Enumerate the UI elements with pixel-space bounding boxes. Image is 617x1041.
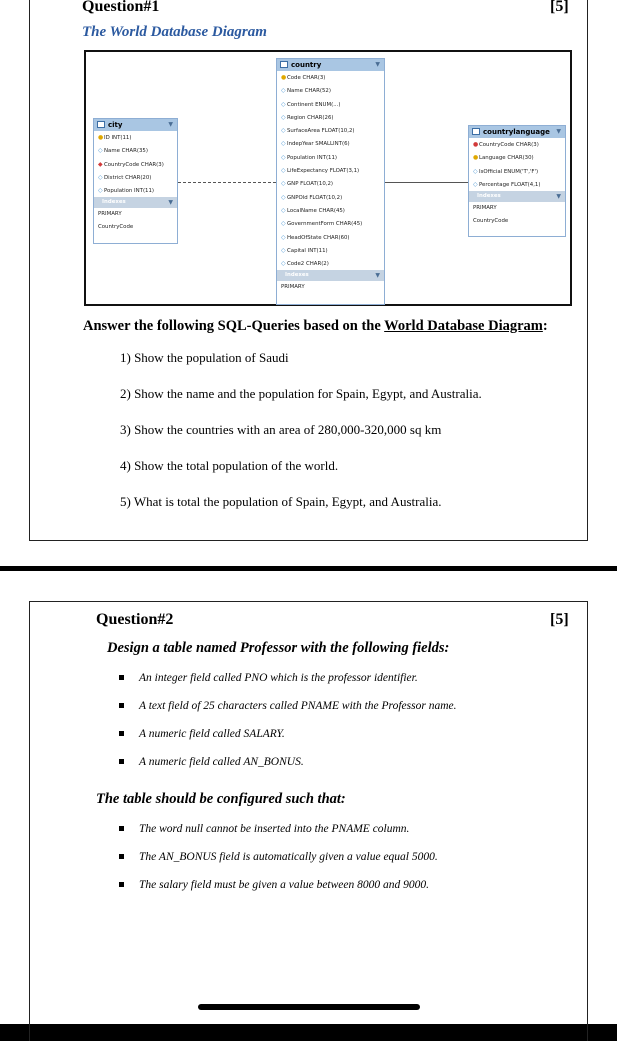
countrylanguage-index: CountryCode [473,218,509,225]
diagram-reference: World Database Diagram [384,318,543,334]
countrylanguage-field: ◇IsOfficial ENUM('T','F') [469,165,565,178]
key-icon: ● [473,154,479,162]
country-field: ◇LifeExpectancy FLOAT(3,1) [277,164,384,177]
dropdown-arrow-icon[interactable]: ▼ [168,121,173,128]
city-index: CountryCode [98,224,134,231]
diamond-icon: ◇ [281,87,286,95]
country-table[interactable] [276,58,385,305]
city-table-header [94,119,177,131]
country-field: ◇Code2 CHAR(2) [277,257,384,270]
field-item: A numeric field called SALARY. [119,728,285,740]
countrylanguage-table-name: countrylanguage [483,128,550,136]
diamond-icon: ◇ [98,147,103,155]
query-item: 2) Show the name and the population for Spain, Egypt, and Australia. [120,386,482,401]
dropdown-arrow-icon[interactable]: ▼ [168,199,173,207]
dropdown-arrow-icon[interactable]: ▼ [375,272,380,280]
config-heading: The table should be configured such that: [96,791,346,807]
field-item: An integer field called PNO which is the professor identifier. [119,672,418,684]
design-heading: Design a table named Professor with the following fields: [107,640,450,656]
city-field: ◇District CHAR(20) [94,171,177,184]
city-index: PRIMARY [98,211,122,218]
countrylanguage-field: ●Language CHAR(30) [469,151,565,164]
country-field: ◇GovernmentForm CHAR(45) [277,217,384,230]
world-database-diagram [84,50,572,306]
diamond-icon: ◇ [98,173,103,181]
key-icon: ● [473,141,479,148]
city-table[interactable] [93,118,178,244]
country-indexes-header: Indexes ▼ [277,270,384,281]
query-item: 1) Show the population of Saudi [120,350,289,365]
city-field: ◆CountryCode CHAR(3) [94,158,177,171]
question1-title: Question#1 [82,0,160,15]
diamond-icon: ◇ [281,113,286,121]
country-field: ◇Continent ENUM(...) [277,98,384,111]
country-field: ◇Name CHAR(52) [277,84,384,97]
query-item: 3) Show the countries with an area of 280,000-320,000 sq km [120,422,442,437]
foreign-key-icon: ◆ [98,160,103,168]
diamond-icon: ◇ [98,187,103,195]
countrylanguage-field: ◇Percentage FLOAT(4,1) [469,178,565,191]
field-item: A numeric field called AN_BONUS. [119,756,304,768]
diamond-icon: ◇ [281,140,286,148]
home-indicator[interactable] [198,1004,420,1010]
key-icon: ● [98,134,104,141]
constraint-item: The word null cannot be inserted into the PNAME column. [119,823,409,835]
key-icon: ● [281,74,287,81]
table-icon [97,121,105,128]
city-field: ◇Name CHAR(35) [94,144,177,157]
city-country-connector [178,182,276,183]
countrylanguage-table-header [469,126,565,138]
table-icon [472,128,480,135]
diamond-icon: ◇ [473,167,478,175]
country-index: PRIMARY [281,284,305,291]
country-field: ◇GNP FLOAT(10,2) [277,177,384,190]
bullet-icon [119,731,124,736]
diamond-icon: ◇ [281,193,286,201]
diamond-icon: ◇ [281,153,286,161]
diamond-icon: ◇ [281,220,286,228]
country-table-header [277,59,384,71]
dropdown-arrow-icon[interactable]: ▼ [556,128,561,135]
diamond-icon: ◇ [281,246,286,254]
country-field: ◇Population INT(11) [277,151,384,164]
country-field: ◇Region CHAR(26) [277,111,384,124]
query-item: 4) Show the total population of the world. [120,458,339,473]
question2-marks: [5] [550,611,569,628]
country-field: ◇LocalName CHAR(45) [277,204,384,217]
countrylanguage-field: ●CountryCode CHAR(3) [469,138,565,151]
question2-page [0,571,617,1024]
country-field: ◇IndepYear SMALLINT(6) [277,137,384,150]
question1-marks: [5] [550,0,569,15]
country-field: ◇HeadOfState CHAR(60) [277,231,384,244]
diamond-icon: ◇ [281,127,286,135]
diamond-icon: ◇ [281,180,286,188]
bullet-icon [119,675,124,680]
city-field: ◇Population INT(11) [94,184,177,197]
countrylanguage-indexes-header: Indexes ▼ [469,191,565,202]
country-table-name: country [291,61,322,69]
question2-title: Question#2 [96,611,174,628]
constraint-item: The AN_BONUS field is automatically given a value equal 5000. [119,851,438,863]
diamond-icon: ◇ [473,180,478,188]
diamond-icon: ◇ [281,233,286,241]
diamond-icon: ◇ [281,206,286,214]
question2-frame [29,601,588,1041]
countrylanguage-index: PRIMARY [473,205,497,212]
diagram-subtitle: The World Database Diagram [82,24,267,40]
city-indexes-header: Indexes ▼ [94,197,177,208]
country-field: ◇Capital INT(11) [277,244,384,257]
diamond-icon: ◇ [281,167,286,175]
field-item: A text field of 25 characters called PNAME with the Professor name. [119,700,456,712]
constraint-item: The salary field must be given a value between 8000 and 9000. [119,879,429,891]
bullet-icon [119,882,124,887]
city-table-name: city [108,121,123,129]
diamond-icon: ◇ [281,100,286,108]
instruction-heading: Answer the following SQL-Queries based on the World Database Diagram: [83,318,548,334]
diamond-icon: ◇ [281,260,286,268]
country-field: ●Code CHAR(3) [277,71,384,84]
dropdown-arrow-icon[interactable]: ▼ [556,193,561,201]
bullet-icon [119,703,124,708]
bullet-icon [119,826,124,831]
bullet-icon [119,854,124,859]
table-icon [280,61,288,68]
city-field: ●ID INT(11) [94,131,177,144]
bullet-icon [119,759,124,764]
country-field: ◇GNPOld FLOAT(10,2) [277,191,384,204]
query-item: 5) What is total the population of Spain, Egypt, and Australia. [120,494,442,509]
countrylanguage-table[interactable] [468,125,566,237]
country-field: ◇SurfaceArea FLOAT(10,2) [277,124,384,137]
dropdown-arrow-icon[interactable]: ▼ [375,61,380,68]
country-language-connector [384,182,468,183]
